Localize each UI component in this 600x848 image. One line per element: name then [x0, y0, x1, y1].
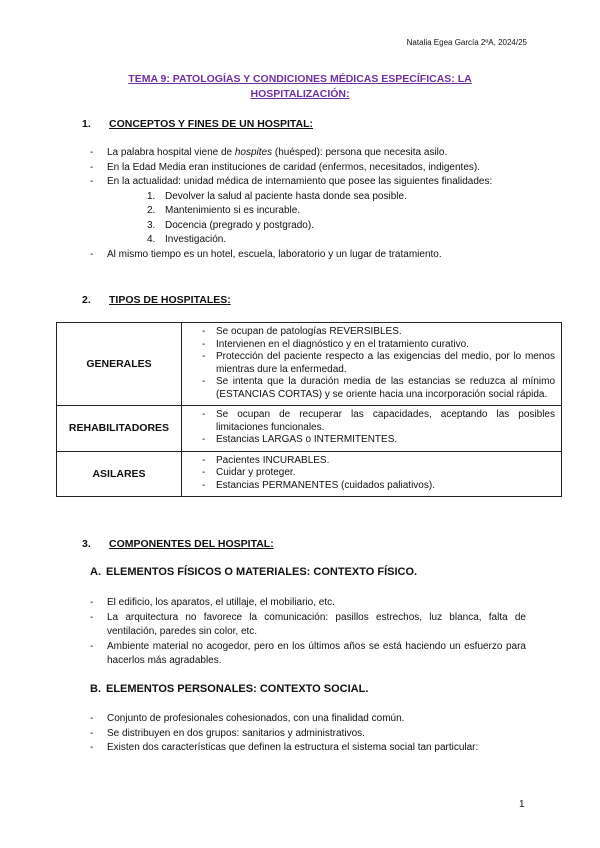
list-item: - Conjunto de profesionales cohesionados, con una finalidad común.: [90, 712, 526, 727]
hospital-type-cell: REHABILITADORES: [57, 406, 182, 452]
author-header: Natalia Egea García 2ºA, 2024/25: [406, 38, 527, 47]
list-item: - Estancias PERMANENTES (cuidados paliativos).: [188, 480, 555, 493]
list-item: - En la actualidad: unidad médica de internamiento que posee las siguientes finalidades: 1. Devolver la salud al paciente hasta donde sea posible. 2. Mantenimiento si es incurable. 3. Docencia (pregrado y postgrado). 4. Investigación.: [90, 175, 506, 248]
list-item: - Estancias LARGAS o INTERMITENTES.: [188, 434, 555, 447]
hospital-type-cell: GENERALES: [57, 323, 182, 406]
hospital-desc-cell: [182, 406, 562, 452]
list-item: - Ambiente material no acogedor, pero en los últimos años se está haciendo un esfuerzo para hacerlos más agradables.: [90, 640, 526, 669]
emphasis-word: hospites: [234, 147, 273, 158]
list-item: - Pacientes INCURABLES.: [188, 455, 555, 468]
goal-item: 3. Docencia (pregrado y postgrado).: [147, 219, 314, 231]
section-number: 2.: [82, 294, 91, 306]
table-row: [57, 406, 562, 452]
section-number: 1.: [82, 118, 91, 130]
list-item: - Cuidar y proteger.: [188, 467, 555, 480]
section-1-list: [90, 146, 506, 262]
table-row: [57, 323, 562, 406]
list-item: - La palabra hospital viene de hospites (huésped): persona que necesita asilo.: [90, 146, 506, 161]
hospital-types-table: [56, 322, 562, 497]
list-item: - Se ocupan de patologías REVERSIBLES.: [188, 326, 555, 339]
section-title: COMPONENTES DEL HOSPITAL:: [109, 538, 274, 550]
document-title: TEMA 9: PATOLOGÍAS Y CONDICIONES MÉDICAS ESPECÍFICAS: LA HOSPITALIZACIÓN:: [128, 73, 472, 100]
table-row: [57, 451, 562, 497]
goals-list: [107, 190, 506, 248]
list-item: - El edificio, los aparatos, el utillaje, el mobiliario, etc.: [90, 596, 526, 611]
goal-item: 2. Mantenimiento si es incurable.: [147, 205, 301, 216]
list-item: - La arquitectura no favorece la comunicación: pasillos estrechos, luz blanca, falta de ventilación, paredes sin color, etc.: [90, 611, 526, 640]
list-item: - Existen dos características que definen la estructura el sistema social tan particular:: [90, 741, 526, 756]
list-item: - Se ocupan de recuperar las capacidades, aceptando las posibles limitaciones funcionales.: [188, 409, 555, 434]
page-number: 1: [519, 799, 525, 810]
hospital-desc-cell: [182, 451, 562, 497]
goal-item: 4. Investigación.: [147, 234, 227, 245]
section-number: 3.: [82, 538, 91, 550]
list-item: - Protección del paciente respecto a las exigencias del medio, por lo menos mientras dure la enfermedad.: [188, 351, 555, 376]
list-item: - En la Edad Media eran instituciones de caridad (enfermos, necesitados, indigentes).: [90, 161, 506, 176]
hospital-type-cell: ASILARES: [57, 451, 182, 497]
section-title: CONCEPTOS Y FINES DE UN HOSPITAL:: [109, 118, 314, 130]
goal-item: 1. Devolver la salud al paciente hasta donde sea posible.: [147, 190, 407, 202]
list-item: - Se distribuyen en dos grupos: sanitarios y administrativos.: [90, 727, 526, 742]
list-item: - Al mismo tiempo es un hotel, escuela, laboratorio y un lugar de tratamiento.: [90, 248, 506, 263]
list-item: - Intervienen en el diagnóstico y en el tratamiento curativo.: [188, 339, 555, 352]
hospital-desc-cell: [182, 323, 562, 406]
subsection-a-list: [90, 596, 526, 669]
subsection-b-list: [90, 712, 526, 756]
document-page: Natalia Egea García 2ºA, 2024/25 TEMA 9: PATOLOGÍAS Y CONDICIONES MÉDICAS ESPECÍFICAS: LA HOSPITALIZACIÓN: 1. CONCEPTOS Y FINES DE UN HOSPITAL: - La palabra hospital viene de hospites (huésped): persona que necesita asilo. - En la Edad Media eran instituciones de caridad (enfermos, necesitados, indigentes). - En la actualidad: unidad médica de internamiento que posee las siguientes finalidades: 1. Devolver la salud al paciente hasta donde sea posible. 2. Mantenimiento si es incurable. 3. Docencia (pregrado y postgrado). 4. Investigación. - Al mismo tiempo es un hotel, escuela, laboratorio y un lugar de tratamiento. 2. TIPOS DE HOSPITALES: GENERALES - Se ocupan de patologías REVERSIBLES. - Intervienen en el diagnóstico y en el tratamiento curativo. - Protección del paciente respecto a las exigencias del medio, por lo menos mientras dure la enfermedad. - Se intenta que la duración media de las estancias se reduzca al mínimo (ESTANCIAS CORTAS) y se oriente hacia una incorporación social rápida. REHABILITADORES - Se ocupan de recuperar las capacidades, aceptando las posibles limitaciones funcionales. - Estancias LARGAS o INTERMITENTES. ASILARES - Pacientes INCURABLES. - Cuidar y proteger. - Estancias PERMANENTES (cuidados paliativos). 3. COMPONENTES DEL HOSPITAL: A. ELEMENTOS FÍSICOS O MATERIALES: CONTEXTO FÍSICO. - El edificio, los aparatos, el utillaje, el mobiliario, etc. - La arquitectura no favorece la comunicación: pasillos estrechos, luz blanca, falta de ventilación, paredes sin color, etc. - Ambiente material no acogedor, pero en los últimos años se está haciendo un esfuerzo para hacerlos más agradables. B. ELEMENTOS PERSONALES: CONTEXTO SOCIAL. - Conjunto de profesionales cohesionados, con una finalidad común. - Se distribuyen en dos grupos: sanitarios y administrativos. - Existen dos características que definen la estructura el sistema social tan particular: 1: [0, 0, 600, 848]
list-item: - Se intenta que la duración media de las estancias se reduzca al mínimo (ESTANCIAS CORTAS) y se oriente hacia una incorporación social rápida.: [188, 376, 555, 401]
section-title: TIPOS DE HOSPITALES:: [109, 294, 231, 306]
